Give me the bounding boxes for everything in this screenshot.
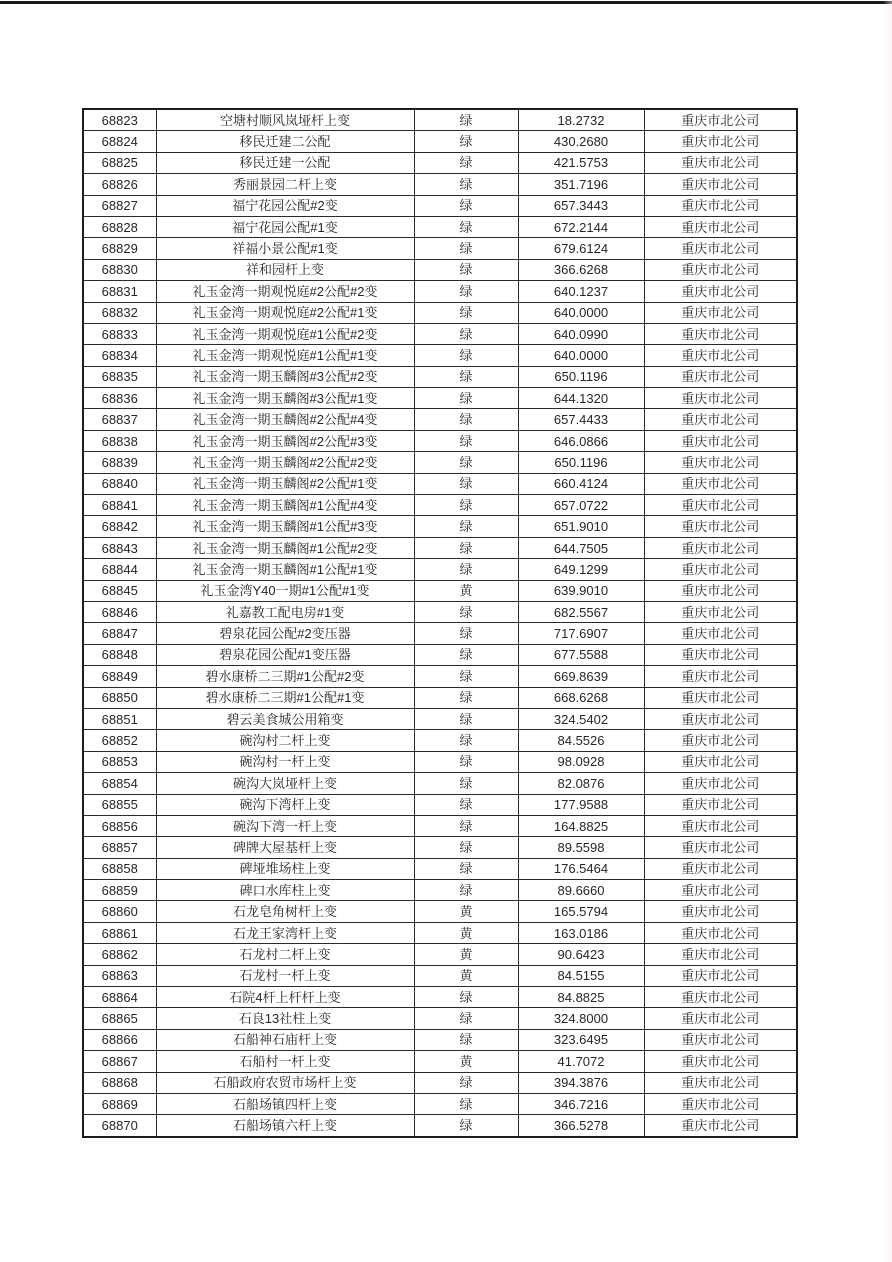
table-row [83, 644, 797, 665]
cell-status: 绿 [414, 323, 518, 344]
table-row [83, 1072, 797, 1093]
cell-value: 82.0876 [518, 773, 644, 794]
cell-status: 绿 [414, 345, 518, 366]
cell-id: 68856 [83, 815, 156, 836]
cell-id: 68824 [83, 131, 156, 152]
cell-name: 礼玉金湾一期玉麟阁#1公配#3变 [156, 516, 414, 537]
cell-status: 绿 [414, 837, 518, 858]
cell-name: 碑垭堆场柱上变 [156, 858, 414, 879]
cell-status: 绿 [414, 880, 518, 901]
cell-company: 重庆市北公司 [644, 109, 797, 131]
cell-id: 68823 [83, 109, 156, 131]
cell-company: 重庆市北公司 [644, 1093, 797, 1114]
cell-id: 68840 [83, 473, 156, 494]
cell-status: 绿 [414, 473, 518, 494]
cell-id: 68838 [83, 430, 156, 451]
cell-value: 657.0722 [518, 495, 644, 516]
cell-id: 68827 [83, 195, 156, 216]
cell-name: 祥和园杆上变 [156, 259, 414, 280]
cell-name: 碗沟村二杆上变 [156, 730, 414, 751]
cell-company: 重庆市北公司 [644, 601, 797, 622]
table-row [83, 858, 797, 879]
table-row [83, 730, 797, 751]
table-row [83, 837, 797, 858]
cell-company: 重庆市北公司 [644, 666, 797, 687]
cell-company: 重庆市北公司 [644, 644, 797, 665]
cell-value: 366.6268 [518, 259, 644, 280]
cell-value: 640.1237 [518, 281, 644, 302]
cell-name: 石船场镇六杆上变 [156, 1115, 414, 1137]
cell-value: 89.5598 [518, 837, 644, 858]
cell-id: 68868 [83, 1072, 156, 1093]
table-row [83, 559, 797, 580]
table-row [83, 473, 797, 494]
cell-id: 68867 [83, 1051, 156, 1072]
cell-name: 碗沟下湾杆上变 [156, 794, 414, 815]
cell-status: 黄 [414, 901, 518, 922]
cell-name: 礼玉金湾一期玉麟阁#2公配#2变 [156, 452, 414, 473]
cell-name: 碗沟下湾一杆上变 [156, 815, 414, 836]
cell-company: 重庆市北公司 [644, 259, 797, 280]
cell-id: 68863 [83, 965, 156, 986]
cell-status: 绿 [414, 623, 518, 644]
cell-status: 绿 [414, 751, 518, 772]
cell-company: 重庆市北公司 [644, 880, 797, 901]
cell-company: 重庆市北公司 [644, 773, 797, 794]
table-row [83, 323, 797, 344]
cell-value: 18.2732 [518, 109, 644, 131]
cell-company: 重庆市北公司 [644, 1008, 797, 1029]
cell-value: 164.8825 [518, 815, 644, 836]
table-row [83, 794, 797, 815]
cell-id: 68837 [83, 409, 156, 430]
cell-name: 石船政府农贸市场杆上变 [156, 1072, 414, 1093]
cell-company: 重庆市北公司 [644, 858, 797, 879]
cell-name: 礼玉金湾一期玉麟阁#1公配#1变 [156, 559, 414, 580]
table-row [83, 580, 797, 601]
cell-value: 98.0928 [518, 751, 644, 772]
cell-id: 68854 [83, 773, 156, 794]
cell-status: 绿 [414, 687, 518, 708]
cell-name: 碗沟大岚垭杆上变 [156, 773, 414, 794]
cell-status: 绿 [414, 601, 518, 622]
cell-company: 重庆市北公司 [644, 987, 797, 1008]
table-row [83, 687, 797, 708]
cell-name: 福宁花园公配#2变 [156, 195, 414, 216]
cell-name: 礼玉金湾一期玉麟阁#2公配#4变 [156, 409, 414, 430]
cell-status: 绿 [414, 537, 518, 558]
cell-name: 碑口水库柱上变 [156, 880, 414, 901]
cell-id: 68869 [83, 1093, 156, 1114]
cell-status: 绿 [414, 1093, 518, 1114]
table-row [83, 1051, 797, 1072]
cell-status: 绿 [414, 216, 518, 237]
cell-value: 677.5588 [518, 644, 644, 665]
cell-status: 绿 [414, 174, 518, 195]
cell-status: 绿 [414, 388, 518, 409]
cell-id: 68870 [83, 1115, 156, 1137]
table-row [83, 922, 797, 943]
cell-name: 移民迁建二公配 [156, 131, 414, 152]
table-row [83, 345, 797, 366]
cell-status: 黄 [414, 965, 518, 986]
cell-name: 石船场镇四杆上变 [156, 1093, 414, 1114]
table-row [83, 773, 797, 794]
cell-status: 绿 [414, 495, 518, 516]
cell-value: 682.5567 [518, 601, 644, 622]
cell-value: 324.5402 [518, 708, 644, 729]
cell-value: 717.6907 [518, 623, 644, 644]
cell-company: 重庆市北公司 [644, 302, 797, 323]
cell-status: 绿 [414, 131, 518, 152]
cell-value: 394.3876 [518, 1072, 644, 1093]
cell-company: 重庆市北公司 [644, 580, 797, 601]
cell-status: 绿 [414, 516, 518, 537]
cell-company: 重庆市北公司 [644, 409, 797, 430]
cell-company: 重庆市北公司 [644, 922, 797, 943]
cell-name: 礼玉金湾一期观悦庭#2公配#2变 [156, 281, 414, 302]
cell-company: 重庆市北公司 [644, 473, 797, 494]
cell-name: 碗沟村一杆上变 [156, 751, 414, 772]
cell-id: 68844 [83, 559, 156, 580]
cell-value: 90.6423 [518, 944, 644, 965]
cell-status: 绿 [414, 452, 518, 473]
table-row [83, 987, 797, 1008]
cell-id: 68835 [83, 366, 156, 387]
table-row [83, 302, 797, 323]
cell-id: 68866 [83, 1029, 156, 1050]
page-top-divider [0, 1, 892, 4]
cell-name: 礼玉金湾一期玉麟阁#3公配#2变 [156, 366, 414, 387]
cell-status: 绿 [414, 1008, 518, 1029]
cell-id: 68829 [83, 238, 156, 259]
table-row [83, 152, 797, 173]
cell-value: 163.0186 [518, 922, 644, 943]
cell-id: 68859 [83, 880, 156, 901]
cell-status: 黄 [414, 580, 518, 601]
cell-value: 421.5753 [518, 152, 644, 173]
table-row [83, 259, 797, 280]
cell-id: 68849 [83, 666, 156, 687]
cell-name: 礼玉金湾一期观悦庭#1公配#2变 [156, 323, 414, 344]
table-row [83, 1115, 797, 1137]
table-row [83, 131, 797, 152]
cell-status: 绿 [414, 430, 518, 451]
cell-name: 礼玉金湾一期玉麟阁#2公配#3变 [156, 430, 414, 451]
cell-value: 351.7196 [518, 174, 644, 195]
cell-company: 重庆市北公司 [644, 901, 797, 922]
cell-value: 640.0000 [518, 345, 644, 366]
cell-company: 重庆市北公司 [644, 152, 797, 173]
cell-status: 黄 [414, 944, 518, 965]
cell-name: 空塘村顺风岚垭杆上变 [156, 109, 414, 131]
cell-value: 669.8639 [518, 666, 644, 687]
cell-value: 668.6268 [518, 687, 644, 708]
table-row [83, 708, 797, 729]
table-row [83, 537, 797, 558]
table-row [83, 1029, 797, 1050]
cell-company: 重庆市北公司 [644, 174, 797, 195]
cell-company: 重庆市北公司 [644, 751, 797, 772]
cell-company: 重庆市北公司 [644, 537, 797, 558]
cell-name: 礼玉金湾一期玉麟阁#3公配#1变 [156, 388, 414, 409]
cell-value: 672.2144 [518, 216, 644, 237]
cell-name: 碧水康桥二三期#1公配#2变 [156, 666, 414, 687]
table-row [83, 195, 797, 216]
cell-value: 177.9588 [518, 794, 644, 815]
cell-company: 重庆市北公司 [644, 687, 797, 708]
cell-value: 324.8000 [518, 1008, 644, 1029]
cell-status: 绿 [414, 302, 518, 323]
cell-value: 650.1196 [518, 366, 644, 387]
cell-status: 绿 [414, 281, 518, 302]
cell-id: 68857 [83, 837, 156, 858]
cell-company: 重庆市北公司 [644, 495, 797, 516]
cell-name: 礼嘉教工配电房#1变 [156, 601, 414, 622]
cell-company: 重庆市北公司 [644, 623, 797, 644]
cell-id: 68848 [83, 644, 156, 665]
table-row [83, 495, 797, 516]
table-row [83, 901, 797, 922]
cell-value: 176.5464 [518, 858, 644, 879]
cell-company: 重庆市北公司 [644, 965, 797, 986]
cell-id: 68845 [83, 580, 156, 601]
cell-value: 323.6495 [518, 1029, 644, 1050]
cell-status: 绿 [414, 238, 518, 259]
cell-value: 679.6124 [518, 238, 644, 259]
scan-edge-artifact [883, 0, 892, 1262]
cell-id: 68836 [83, 388, 156, 409]
table-row [83, 409, 797, 430]
cell-value: 84.8825 [518, 987, 644, 1008]
cell-company: 重庆市北公司 [644, 1029, 797, 1050]
cell-status: 绿 [414, 152, 518, 173]
table-row [83, 430, 797, 451]
cell-status: 绿 [414, 858, 518, 879]
cell-status: 绿 [414, 730, 518, 751]
cell-value: 640.0000 [518, 302, 644, 323]
cell-name: 石船村一杆上变 [156, 1051, 414, 1072]
cell-value: 657.4433 [518, 409, 644, 430]
cell-company: 重庆市北公司 [644, 131, 797, 152]
cell-id: 68847 [83, 623, 156, 644]
cell-value: 644.1320 [518, 388, 644, 409]
cell-company: 重庆市北公司 [644, 238, 797, 259]
cell-name: 礼玉金湾一期观悦庭#1公配#1变 [156, 345, 414, 366]
cell-company: 重庆市北公司 [644, 281, 797, 302]
cell-id: 68826 [83, 174, 156, 195]
table-row [83, 174, 797, 195]
cell-company: 重庆市北公司 [644, 516, 797, 537]
table-row [83, 965, 797, 986]
table-row [83, 516, 797, 537]
cell-id: 68830 [83, 259, 156, 280]
cell-name: 石院4杆上杆杆上变 [156, 987, 414, 1008]
cell-value: 84.5526 [518, 730, 644, 751]
cell-name: 移民迁建一公配 [156, 152, 414, 173]
cell-value: 639.9010 [518, 580, 644, 601]
cell-company: 重庆市北公司 [644, 837, 797, 858]
cell-value: 346.7216 [518, 1093, 644, 1114]
cell-status: 绿 [414, 815, 518, 836]
cell-id: 68862 [83, 944, 156, 965]
cell-name: 石船神石庙杆上变 [156, 1029, 414, 1050]
cell-value: 651.9010 [518, 516, 644, 537]
cell-value: 660.4124 [518, 473, 644, 494]
cell-id: 68852 [83, 730, 156, 751]
cell-name: 石龙村二杆上变 [156, 944, 414, 965]
cell-name: 礼玉金湾一期玉麟阁#1公配#4变 [156, 495, 414, 516]
cell-status: 绿 [414, 1115, 518, 1137]
cell-status: 绿 [414, 109, 518, 131]
cell-company: 重庆市北公司 [644, 430, 797, 451]
cell-status: 绿 [414, 666, 518, 687]
cell-name: 石龙王家湾杆上变 [156, 922, 414, 943]
cell-status: 绿 [414, 366, 518, 387]
cell-name: 秀丽景园二杆上变 [156, 174, 414, 195]
cell-status: 绿 [414, 1072, 518, 1093]
cell-name: 福宁花园公配#1变 [156, 216, 414, 237]
cell-id: 68825 [83, 152, 156, 173]
cell-id: 68860 [83, 901, 156, 922]
cell-id: 68855 [83, 794, 156, 815]
cell-status: 绿 [414, 559, 518, 580]
cell-name: 石良13社柱上变 [156, 1008, 414, 1029]
cell-status: 绿 [414, 708, 518, 729]
cell-name: 碧泉花园公配#2变压器 [156, 623, 414, 644]
cell-value: 165.5794 [518, 901, 644, 922]
cell-id: 68865 [83, 1008, 156, 1029]
cell-company: 重庆市北公司 [644, 1051, 797, 1072]
cell-id: 68864 [83, 987, 156, 1008]
table-row [83, 1008, 797, 1029]
cell-id: 68841 [83, 495, 156, 516]
table-row [83, 815, 797, 836]
cell-company: 重庆市北公司 [644, 730, 797, 751]
transformer-table [82, 108, 798, 1138]
cell-name: 礼玉金湾一期观悦庭#2公配#1变 [156, 302, 414, 323]
cell-value: 646.0866 [518, 430, 644, 451]
cell-id: 68839 [83, 452, 156, 473]
table-row [83, 666, 797, 687]
cell-company: 重庆市北公司 [644, 323, 797, 344]
table-row [83, 1093, 797, 1114]
cell-id: 68828 [83, 216, 156, 237]
cell-status: 绿 [414, 794, 518, 815]
cell-id: 68831 [83, 281, 156, 302]
cell-id: 68846 [83, 601, 156, 622]
table-row [83, 388, 797, 409]
table-body [83, 109, 797, 1137]
table-row [83, 623, 797, 644]
cell-id: 68853 [83, 751, 156, 772]
cell-value: 650.1196 [518, 452, 644, 473]
cell-name: 碑牌大屋基杆上变 [156, 837, 414, 858]
cell-status: 绿 [414, 409, 518, 430]
cell-id: 68851 [83, 708, 156, 729]
table-row [83, 281, 797, 302]
cell-company: 重庆市北公司 [644, 452, 797, 473]
cell-id: 68833 [83, 323, 156, 344]
cell-value: 41.7072 [518, 1051, 644, 1072]
table-row [83, 880, 797, 901]
cell-id: 68842 [83, 516, 156, 537]
cell-id: 68858 [83, 858, 156, 879]
cell-company: 重庆市北公司 [644, 559, 797, 580]
cell-company: 重庆市北公司 [644, 1072, 797, 1093]
table-row [83, 109, 797, 131]
cell-company: 重庆市北公司 [644, 366, 797, 387]
cell-status: 绿 [414, 1029, 518, 1050]
table-row [83, 601, 797, 622]
cell-name: 碧泉花园公配#1变压器 [156, 644, 414, 665]
cell-name: 礼玉金湾Y40一期#1公配#1变 [156, 580, 414, 601]
table-row [83, 216, 797, 237]
cell-company: 重庆市北公司 [644, 195, 797, 216]
cell-value: 657.3443 [518, 195, 644, 216]
table-row [83, 751, 797, 772]
cell-id: 68834 [83, 345, 156, 366]
cell-value: 644.7505 [518, 537, 644, 558]
cell-name: 礼玉金湾一期玉麟阁#1公配#2变 [156, 537, 414, 558]
table-row [83, 366, 797, 387]
cell-status: 绿 [414, 773, 518, 794]
cell-status: 黄 [414, 1051, 518, 1072]
cell-value: 640.0990 [518, 323, 644, 344]
cell-status: 绿 [414, 195, 518, 216]
cell-status: 绿 [414, 259, 518, 280]
cell-name: 石龙皂角树杆上变 [156, 901, 414, 922]
cell-id: 68832 [83, 302, 156, 323]
cell-status: 绿 [414, 987, 518, 1008]
cell-value: 366.5278 [518, 1115, 644, 1137]
table-row [83, 944, 797, 965]
cell-value: 84.5155 [518, 965, 644, 986]
cell-name: 祥福小景公配#1变 [156, 238, 414, 259]
cell-status: 绿 [414, 644, 518, 665]
cell-company: 重庆市北公司 [644, 794, 797, 815]
cell-status: 黄 [414, 922, 518, 943]
table-row [83, 452, 797, 473]
cell-company: 重庆市北公司 [644, 388, 797, 409]
cell-company: 重庆市北公司 [644, 1115, 797, 1137]
table-row [83, 238, 797, 259]
cell-value: 89.6660 [518, 880, 644, 901]
cell-company: 重庆市北公司 [644, 708, 797, 729]
cell-id: 68861 [83, 922, 156, 943]
cell-name: 碧水康桥二三期#1公配#1变 [156, 687, 414, 708]
cell-value: 430.2680 [518, 131, 644, 152]
cell-name: 碧云美食城公用箱变 [156, 708, 414, 729]
cell-id: 68843 [83, 537, 156, 558]
cell-id: 68850 [83, 687, 156, 708]
cell-name: 礼玉金湾一期玉麟阁#2公配#1变 [156, 473, 414, 494]
cell-value: 649.1299 [518, 559, 644, 580]
cell-company: 重庆市北公司 [644, 815, 797, 836]
cell-name: 石龙村一杆上变 [156, 965, 414, 986]
cell-company: 重庆市北公司 [644, 944, 797, 965]
cell-company: 重庆市北公司 [644, 216, 797, 237]
cell-company: 重庆市北公司 [644, 345, 797, 366]
